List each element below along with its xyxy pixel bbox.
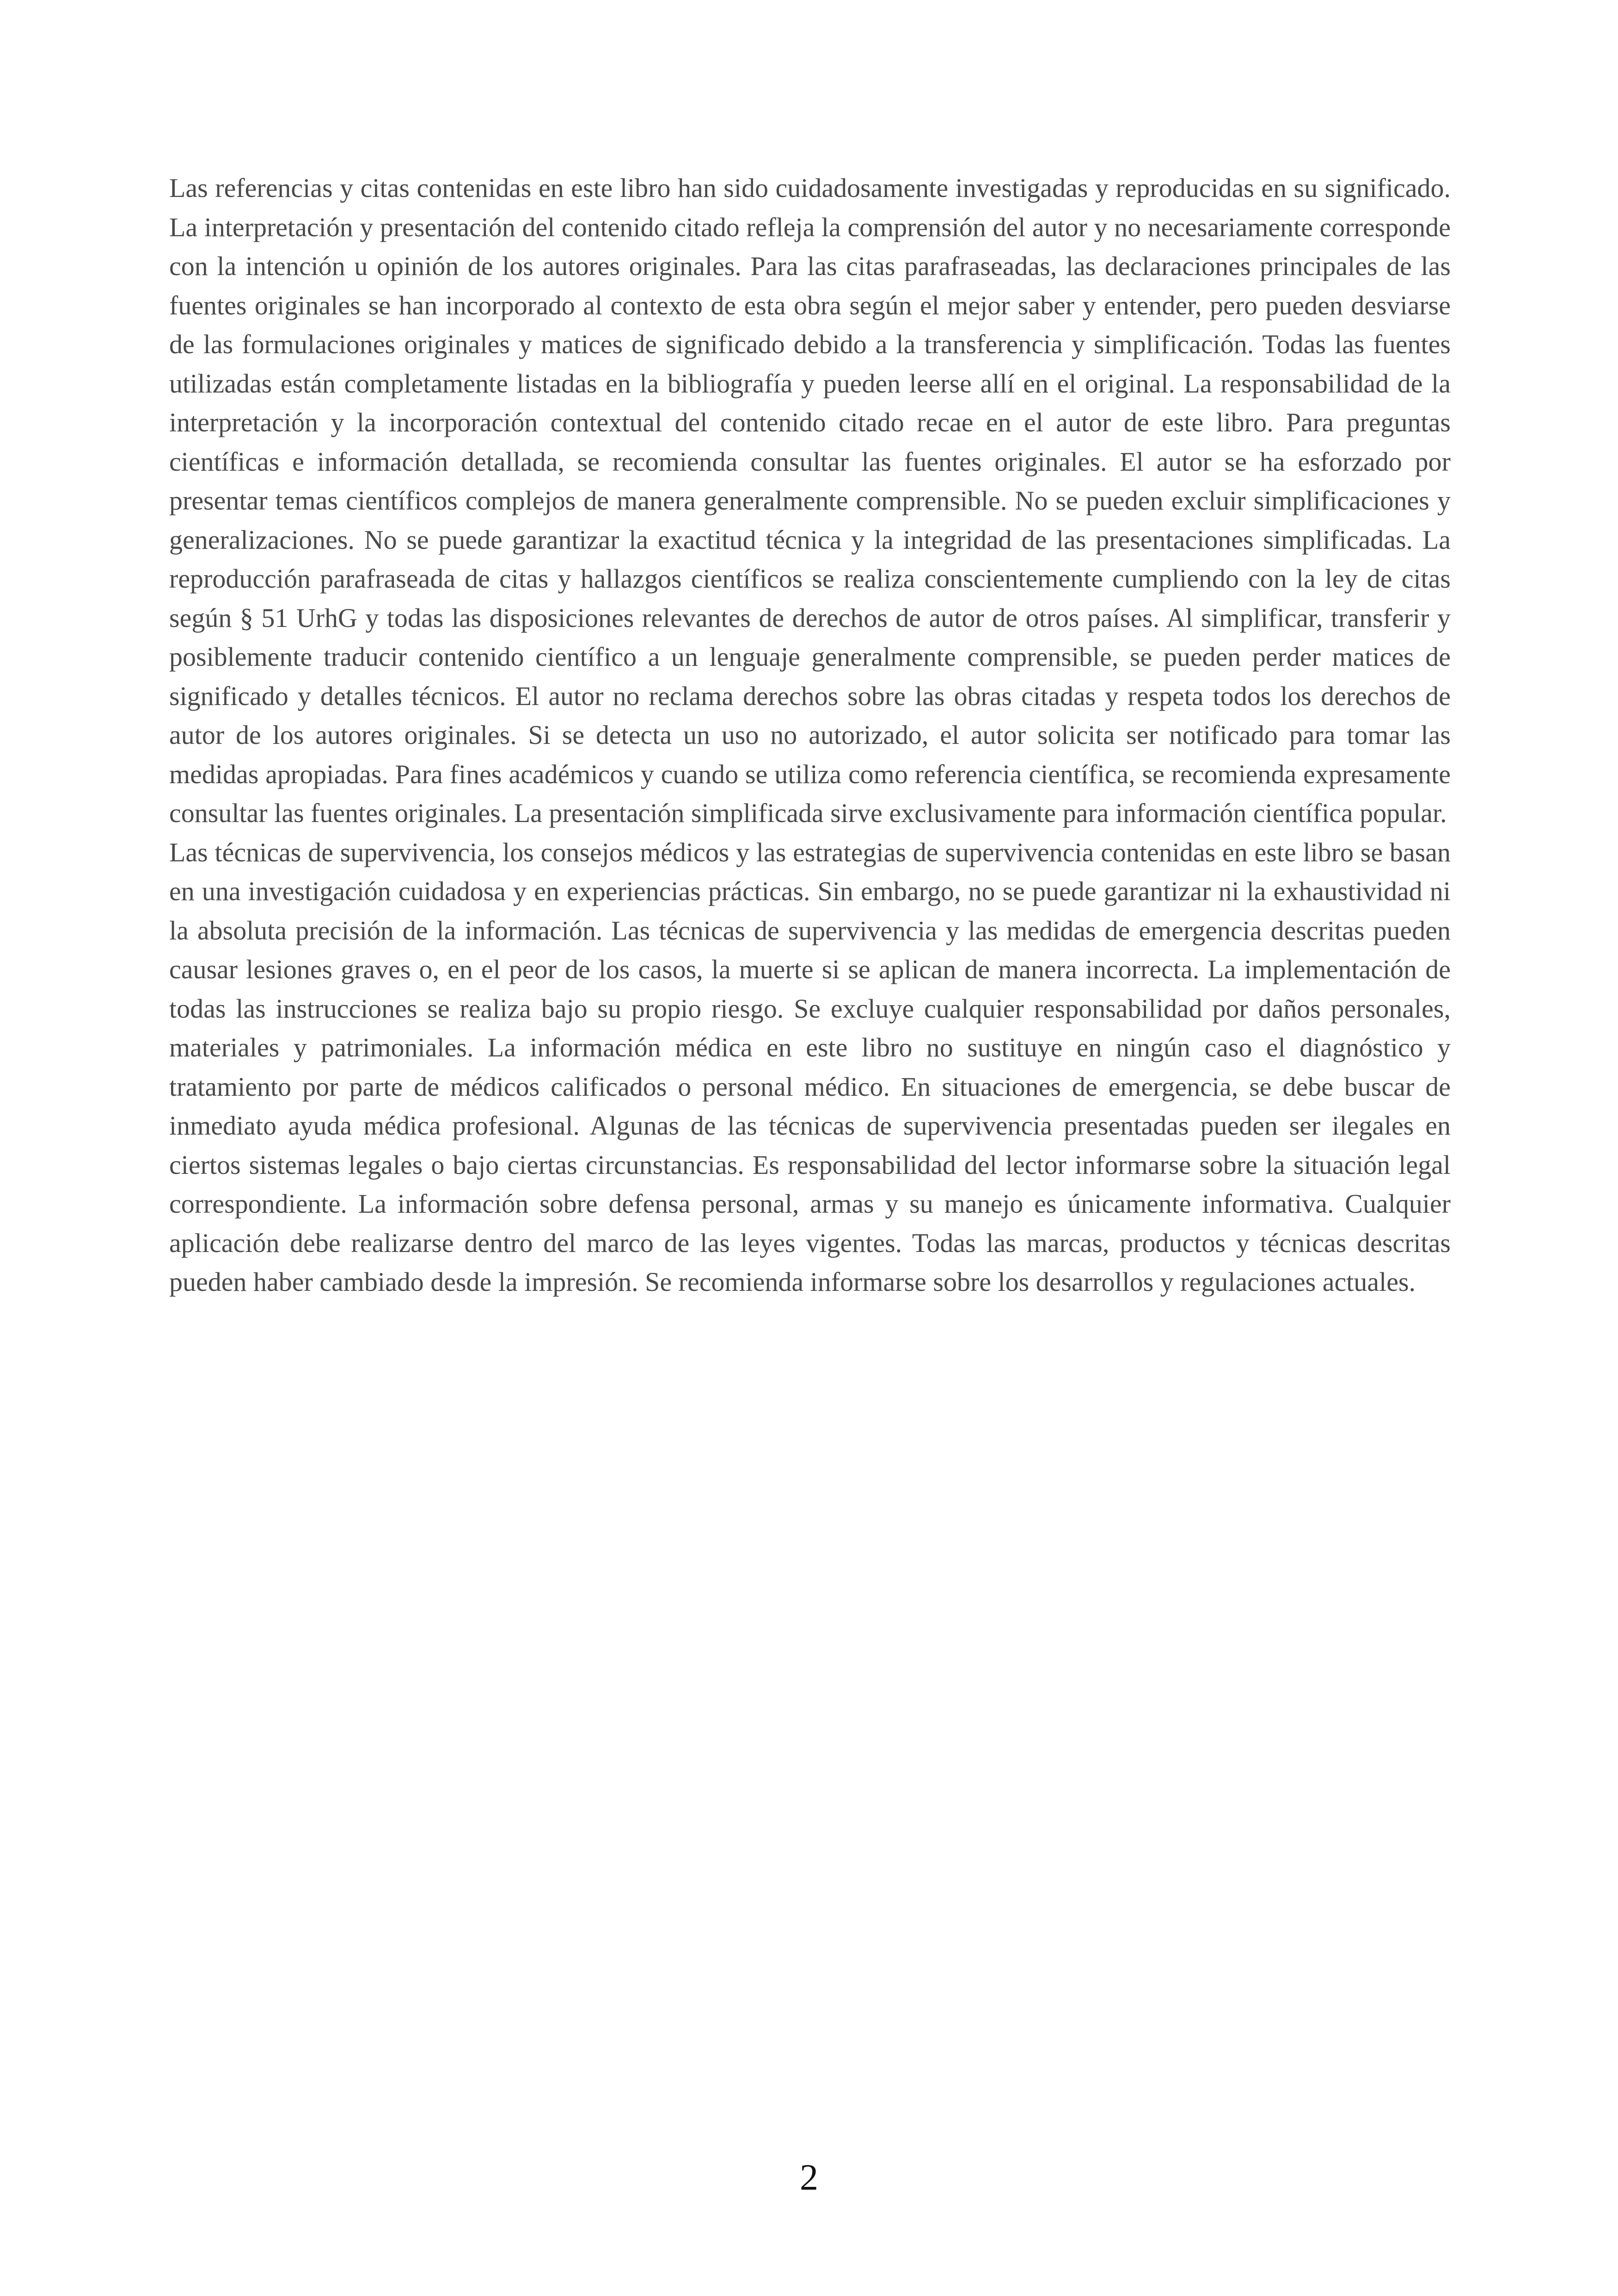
disclaimer-survival-paragraph: Las técnicas de supervivencia, los consejos médicos y las estrategias de supervivencia contenidas en este libro se basan en una investigación cuidadosa y en experiencias prácticas. Sin embargo, no se puede garantizar ni la exhaustividad ni la absoluta precisión de la información. Las técnicas de supervivencia y las medidas de emergencia descritas pueden causar lesiones graves o, en el peor de los casos, la muerte si se aplican de manera incorrecta. La implementación de todas las instrucciones se realiza bajo su propio riesgo. Se excluye cualquier responsabilidad por daños personales, materiales y patrimoniales. La información médica en este libro no sustituye en ningún caso el diagnóstico y tratamiento por parte de médicos calificados o personal médico. En situaciones de emergencia, se debe buscar de inmediato ayuda médica profesional. Algunas de las técnicas de supervivencia presentadas pueden ser ilegales en ciertos sistemas legales o bajo ciertas circunstancias. Es responsabilidad del lector informarse sobre la situación legal correspondiente. La información sobre defensa personal, armas y su manejo es únicamente informativa. Cualquier aplicación debe realizarse dentro del marco de las leyes vigentes. Todas las marcas, productos y técnicas descritas pueden haber cambiado desde la impresión. Se recomienda informarse sobre los desarrollos y regulaciones actuales. (169, 837, 1451, 1297)
page-number: 2 (800, 2157, 818, 2198)
body-text (169, 169, 1451, 1302)
disclaimer-citations-paragraph: Las referencias y citas contenidas en este libro han sido cuidadosamente investigadas y reproducidas en su significado. La interpretación y presentación del contenido citado refleja la comprensión del autor y no necesariamente corresponde con la intención u opinión de los autores originales. Para las citas parafraseadas, las declaraciones principales de las fuentes originales se han incorporado al contexto de esta obra según el mejor saber y entender, pero pueden desviarse de las formulaciones originales y matices de significado debido a la transferencia y simplificación. Todas las fuentes utilizadas están completamente listadas en la bibliografía y pueden leerse allí en el original. La responsabilidad de la interpretación y la incorporación contextual del contenido citado recae en el autor de este libro. Para preguntas científicas e información detallada, se recomienda consultar las fuentes originales. El autor se ha esforzado por presentar temas científicos complejos de manera generalmente comprensible. No se pueden excluir simplificaciones y generalizaciones. No se puede garantizar la exactitud técnica y la integridad de las presentaciones simplificadas. La reproducción parafraseada de citas y hallazgos científicos se realiza conscientemente cumpliendo con la ley de citas según § 51 UrhG y todas las disposiciones relevantes de derechos de autor de otros países. Al simplificar, transferir y posiblemente traducir contenido científico a un lenguaje generalmente comprensible, se pueden perder matices de significado y detalles técnicos. El autor no reclama derechos sobre las obras citadas y respeta todos los derechos de autor de los autores originales. Si se detecta un uso no autorizado, el autor solicita ser notificado para tomar las medidas apropiadas. Para fines académicos y cuando se utiliza como referencia científica, se recomienda expresamente consultar las fuentes originales. La presentación simplificada sirve exclusivamente para información científica popular. (169, 173, 1451, 828)
